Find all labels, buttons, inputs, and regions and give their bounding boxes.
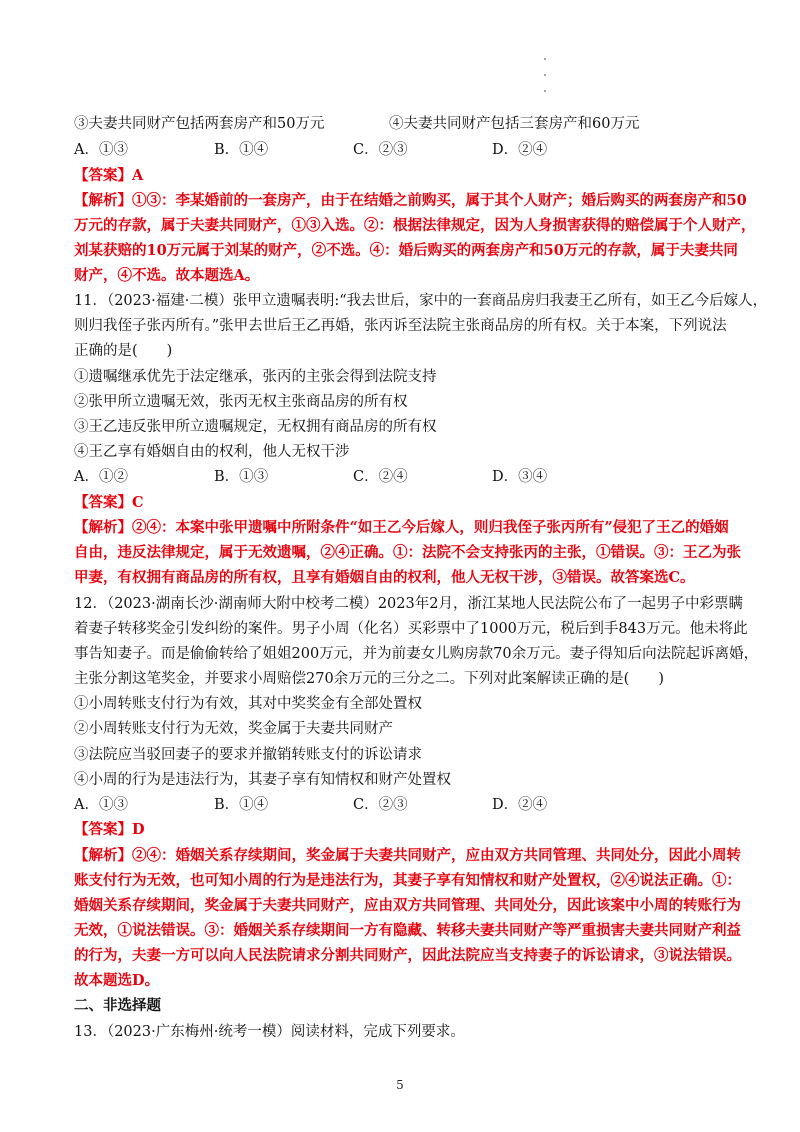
q11-analysis-line: 自由，违反法律规定，属于无效遗嘱，②④正确。①：法院不会支持张丙的主张，①错误。③：王乙为张 xyxy=(74,544,741,561)
q11-stem-line: 正确的是( ) xyxy=(74,343,173,359)
choice-b: B．①④ xyxy=(214,797,269,813)
q13-stem: 13．（2023·广东梅州·统考一模）阅读材料，完成下列要求。 xyxy=(74,1024,465,1040)
q12-statement: ②小周转账支付行为无效，奖金属于夫妻共同财产 xyxy=(74,721,393,737)
section-heading: 二、非选择题 xyxy=(74,997,161,1014)
q11-statement: ③王乙违反张甲所立遗嘱规定，无权拥有商品房的所有权 xyxy=(74,419,437,435)
q11-stem-line: 11．（2023·福建·二模）张甲立遗嘱表明:“我去世后，家中的一套商品房归我妻王乙所有，如王乙今后嫁人， xyxy=(74,293,768,309)
q12-stem-line: 主张分割这笔奖金，并要求小周赔偿270余万元的三分之二。下列对此案解读正确的是( ) xyxy=(74,671,664,687)
q12-answer: 【答案】D xyxy=(74,821,145,838)
q12-analysis-line: 故本题选D。 xyxy=(74,972,160,989)
q12-analysis-line: 婚姻关系存续期间，奖金属于夫妻共同财产，应由双方共同管理、共同处分，因此该案中小周的转账行为 xyxy=(74,897,741,914)
q11-statement: ④王乙享有婚姻自由的权利，他人无权干涉 xyxy=(74,444,350,460)
choice-b: B．①③ xyxy=(214,469,269,485)
q11-stem-line: 则归我侄子张丙所有。”张甲去世后王乙再婚，张丙诉至法院主张商品房的所有权。关于本案，下列说法 xyxy=(74,318,727,334)
q12-analysis-line: 【解析】②④：婚姻关系存续期间，奖金属于夫妻共同财产，应由双方共同管理、共同处分，因此小周转 xyxy=(74,847,741,864)
q11-answer: 【答案】C xyxy=(74,494,144,511)
choice-b: B．①④ xyxy=(214,142,269,158)
q10-analysis-line: 财产，④不选。故本题选A。 xyxy=(74,267,260,284)
choice-d: D．②④ xyxy=(492,797,548,813)
q12-statement: ①小周转账支付行为有效，其对中奖奖金有全部处置权 xyxy=(74,696,422,712)
q10-analysis-line: 万元的存款，属于夫妻共同财产，①③入选。②：根据法律规定，因为人身损害获得的赔偿属于个人财产， xyxy=(74,217,756,234)
choice-c: C．②④ xyxy=(353,469,408,485)
decorative-dots xyxy=(544,58,548,106)
q12-stem-line: 12．（2023·湖南长沙·湖南师大附中校考二模）2023年2月，浙江某地人民法院公布了一起男子中彩票瞒 xyxy=(74,596,743,612)
choice-a: A．①③ xyxy=(74,797,128,813)
page-number: 5 xyxy=(396,1078,404,1092)
choice-a: A．①② xyxy=(74,469,128,485)
q12-analysis-line: 的行为，夫妻一方可以向人民法院请求分割共同财产，因此法院应当支持妻子的诉讼请求，③说法错误。 xyxy=(74,947,741,964)
q12-analysis-line: 账支付行为无效，也可知小周的行为是违法行为，其妻子享有知情权和财产处置权，②④说法正确。①： xyxy=(74,872,741,889)
q12-stem-line: 着妻子转移奖金引发纠纷的案件。男子小周（化名）买彩票中了1000万元，税后到手843万元。他未将此 xyxy=(74,621,748,637)
q12-analysis-line: 无效，①说法错误。③：婚姻关系存续期间一方有隐藏、转移夫妻共同财产等严重损害夫妻共同财产利益 xyxy=(74,922,741,939)
q11-statement: ②张甲所立遗嘱无效，张丙无权主张商品房的所有权 xyxy=(74,394,408,410)
q12-statement: ③法院应当驳回妻子的要求并撤销转账支付的诉讼请求 xyxy=(74,747,422,763)
choice-d: D．③④ xyxy=(492,469,548,485)
q10-answer: 【答案】A xyxy=(74,167,144,184)
q11-statement: ①遗嘱继承优先于法定继承，张丙的主张会得到法院支持 xyxy=(74,369,437,385)
choice-d: D．②④ xyxy=(492,142,548,158)
q10-analysis-line: 刘某获赔的10万元属于刘某的财产，②不选。④：婚后购买的两套房产和50万元的存款，属于夫妻共同 xyxy=(74,242,738,259)
q12-stem-line: 事告知妻子。而是偷偷转给了姐姐200万元，并为前妻女儿购房款70余万元。妻子得知后向法院起诉离婚， xyxy=(74,646,759,662)
choice-c: C．②③ xyxy=(353,797,408,813)
q12-statement: ④小周的行为是违法行为，其妻子享有知情权和财产处置权 xyxy=(74,772,451,788)
choice-c: C．②③ xyxy=(353,142,408,158)
q11-analysis-line: 【解析】②④：本案中张甲遗嘱中所附条件“如王乙今后嫁人，则归我侄子张丙所有”侵犯了王乙的婚姻 xyxy=(74,519,729,536)
q10-option-4: ④夫妻共同财产包括三套房产和60万元 xyxy=(389,116,640,132)
q10-analysis-line: 【解析】①③：李某婚前的一套房产，由于在结婚之前购买，属于其个人财产；婚后购买的两套房产和50 xyxy=(74,192,747,209)
q10-option-3: ③夫妻共同财产包括两套房产和50万元 xyxy=(74,116,325,132)
q11-analysis-line: 甲妻，有权拥有商品房的所有权，且享有婚姻自由的权利，他人无权干涉，③错误。故答案选C。 xyxy=(74,569,695,586)
choice-a: A．①③ xyxy=(74,142,128,158)
